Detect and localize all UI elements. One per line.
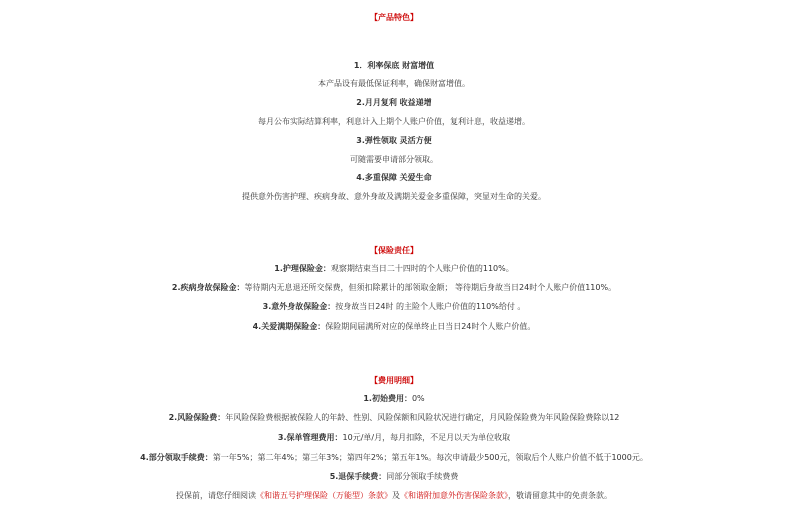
- liability-item-4: [0, 318, 788, 336]
- liability-label: 2.疾病身故保险金：: [171, 283, 245, 292]
- fee-item-4: [0, 449, 788, 467]
- clause-link-1[interactable]: 《和谐五号护理保险（万能型）条款》: [256, 491, 392, 500]
- liability-text: 观察期结束当日二十四时的个人账户价值的110%。: [330, 264, 514, 273]
- fee-item-5: [0, 468, 788, 486]
- liability-item-3: [0, 298, 788, 316]
- liability-item-1: [0, 260, 788, 278]
- fee-text: 年风险保险费根据被保险人的年龄、性别、风险保额和风险状况进行确定，月风险保险费为年风险保险费除以12: [225, 413, 620, 422]
- fee-text: 同部分领取手续费费: [386, 472, 459, 481]
- section-heading-fees: 【费用明细】: [370, 376, 418, 385]
- liability-item-2: [0, 279, 788, 297]
- fee-text: 0%: [411, 394, 425, 403]
- clause-link-2[interactable]: 《和谐附加意外伤害保险条款》: [400, 491, 508, 500]
- fee-label: 1.初始费用：: [363, 394, 412, 403]
- fee-text: 10元/单/月，每月扣除，不足月以天为单位收取: [342, 433, 511, 442]
- notice-line: [0, 487, 788, 505]
- notice-middle: 及: [392, 491, 400, 500]
- liability-label: 3.意外身故保险金：: [262, 302, 336, 311]
- liability-text: 等待期内无息退还所交保费，但须扣除累计的部领取金额； 等待期后身故当日24时个人账户价值110%。: [244, 283, 617, 292]
- section-heading-liability: 【保险责任】: [370, 246, 418, 255]
- liability-label: 4.关爱满期保险金：: [252, 322, 326, 331]
- fee-item-1: [0, 390, 788, 408]
- fee-label: 5.退保手续费：: [329, 472, 387, 481]
- notice-prefix: 投保前，请您仔细阅读: [176, 491, 256, 500]
- fee-label: 3.保单管理费用：: [277, 433, 343, 442]
- fee-text: 第一年5%；第二年4%；第三年3%；第四年2%；第五年1%。每次申请最少500元，领取后个人账户价值不低于1000元。: [212, 453, 648, 462]
- feature-desc-3: 可随需要申请部分领取。: [350, 155, 438, 164]
- liability-label: 1.护理保险金：: [274, 264, 331, 273]
- fee-item-3: [0, 429, 788, 447]
- feature-title-2: 2.月月复利 收益递增: [356, 98, 432, 107]
- fee-label: 4.部分领取手续费：: [140, 453, 213, 462]
- feature-desc-2: 每月公布实际结算利率，利息计入上期个人账户价值，复利计息，收益递增。: [258, 117, 530, 126]
- section-heading-features: 【产品特色】: [370, 13, 418, 22]
- feature-title-1: 1．利率保底 财富增值: [353, 61, 435, 70]
- notice-suffix: ，敬请留意其中的免责条款。: [508, 491, 612, 500]
- liability-text: 保险期间届满所对应的保单终止日当日24时个人账户价值。: [325, 322, 536, 331]
- feature-title-3: 3.弹性领取 灵活方便: [356, 136, 432, 145]
- fee-item-2: [0, 409, 788, 427]
- feature-title-4: 4.多重保障 关爱生命: [356, 173, 432, 182]
- liability-text: 按身故当日24时 的主险个人账户价值的110%给付 。: [335, 302, 526, 311]
- fee-label: 2.风险保险费：: [168, 413, 226, 422]
- feature-desc-4: 提供意外伤害护理、疾病身故、意外身故及满期关爱金多重保障，突显对生命的关爱。: [242, 192, 546, 201]
- feature-desc-1: 本产品设有最低保证利率，确保财富增值。: [318, 79, 470, 88]
